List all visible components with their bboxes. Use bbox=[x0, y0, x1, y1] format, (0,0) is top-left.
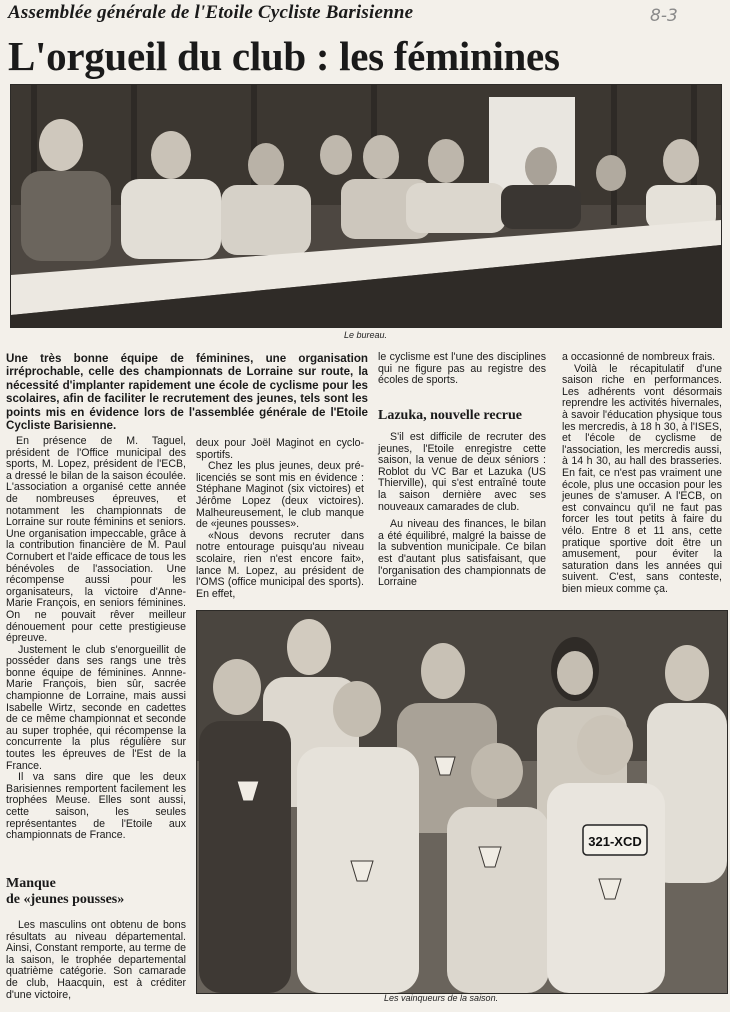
col1-paragraph-1: En présence de M. Taguel, président de l'Office municipal des sports, M. Lopez, président de l'ECB, a dressé le bilan de la saison écoulée. L'association a organisé cette année de nombreuses épreuves, et notamment les championnats de Lorraine sur route féminins et seniors. Une organisation impeccable, grâce à la contribution financière de M. Paul Cornubert et l'aide efficace de tous les bénévoles de l'association. Une récompense aussi pour les organisateurs, la victoire d'Anne-Marie François, en seniors féminines. On ne pouvait rêver meilleur dénouement pour cette prestigieuse épreuve. bbox=[6, 435, 186, 645]
col3-paragraph-2: S'il est difficile de recruter des jeunes, l'Etoile enregistre cette saison, la venue de deux séniors : Roblot du VC Bar et Lazuka (US Thierville), qui s'est entraîné toute la saison dernière avec ses nouveaux camarades de club. bbox=[378, 431, 546, 513]
col2-paragraph-1: deux pour Joël Maginot en cyclo-sportifs. bbox=[196, 437, 364, 461]
col4-paragraph-1: a occasionné de nombreux frais. bbox=[562, 351, 716, 363]
col1-paragraph-4: Les masculins ont obtenu de bons résultats au niveau départemental. Ainsi, Constant remporte, au terme de la saison, le trophée departemental quatrième catégorie. Son camarade de club, Haacquin, est à créditer d'une victoire, bbox=[6, 919, 186, 1001]
bottom-photo-caption: Les vainqueurs de la saison. bbox=[384, 993, 499, 1003]
article-headline: L'orgueil du club : les féminines bbox=[8, 33, 560, 79]
col3-paragraph-3: Au niveau des finances, le bilan a été équilibré, malgré la baisse de la subvention municipale. Ce bilan est d'autant plus satisfaisant, que l'organisation des championnats de Lorraine bbox=[378, 518, 546, 589]
column-1-continued bbox=[6, 920, 186, 1001]
article-lead: Une très bonne équipe de féminines, une organisation irréprochable, celle des championnats de Lorraine sur route, la nécessité d'implanter rapidement une école de cyclisme pour les scolaires, afin de faciliter le recrutement des jeunes, tels sont les points mis en évidence lors de l'assemblée générale de l'Etoile Cycliste Barisienne. bbox=[6, 352, 368, 433]
photo-season-winners bbox=[196, 610, 728, 994]
col2-paragraph-3: «Nous devons recruter dans notre entourage puisqu'au niveau scolaire, rien n'est encore fait», lance M. Lopez, au président de l'OMS (office municipal des sports). En effet, bbox=[196, 529, 364, 600]
handwritten-page-mark: 8-3 bbox=[650, 6, 678, 26]
col1-subhead bbox=[6, 876, 186, 908]
col1-paragraph-2: Justement le club s'enorgueillit de posséder dans ses rangs une très bonne équipe de féminines. Annne-Marie François, bien sûr, sacrée championne de Lorraine, mais aussi Isabelle Wirtz, seconde en cadettes de ce même championnat et seconde au super trophée, qui récompense la concurrente la plus régulière sur toutes les épreuves de l'Est de la France. bbox=[6, 643, 186, 772]
column-3 bbox=[378, 352, 546, 387]
col1-paragraph-3: Il va sans dire que les deux Barisiennes remportent facilement les trophées Meuse. Elles sont aussi, cette saison, les seules représentantes de l'Etoile aux championnats de France. bbox=[6, 771, 186, 842]
jersey-number-plate: 321-XCD bbox=[588, 834, 642, 849]
photo-board-meeting bbox=[10, 84, 722, 328]
col1-subhead-line-1: Manque bbox=[6, 876, 56, 891]
top-photo-caption: Le bureau. bbox=[344, 330, 388, 340]
column-2 bbox=[196, 438, 364, 600]
col3-paragraph-1: le cyclisme est l'une des disciplines qui ne figure pas au registre des écoles de sports. bbox=[378, 351, 546, 387]
meeting-photo-illustration bbox=[11, 85, 721, 327]
winners-photo-illustration bbox=[197, 611, 727, 993]
column-1 bbox=[6, 436, 186, 842]
col2-paragraph-2: Chez les plus jeunes, deux pré-licenciés se sont mis en évidence : Stéphane Maginot (six victoires) et Jérôme Lopez (deux victoires). Malheureusement, le club manque de «jeunes pousses». bbox=[196, 460, 364, 531]
column-4 bbox=[562, 352, 722, 595]
col1-subhead-line-2: de «jeunes pousses» bbox=[6, 892, 125, 907]
column-3-continued bbox=[378, 432, 546, 589]
article-kicker: Assemblée générale de l'Etoile Cycliste Barisienne bbox=[8, 2, 414, 23]
col4-paragraph-2: Voilà le récapitulatif d'une saison riche en performances. Les adhérents vont désormais reprendre les activités hivernales, à savoir l'éducation physique tous les mercredis, à 18 h 30, à l'ISES, et l'école de cyclisme de l'association, les mercredis aussi, à 14 h 30, au hall des brasseries. En fait, ce n'est pas vraiment une école, plus une occasion pour les jeunes de s'amuser. A l'ECB, on est convaincu qu'il ne faut pas forcer les tout petits à faire du vélo. Entre 8 et 11 ans, cette pratique sportive doit être un amusement, pour éviter la saturation dans les années qui suivent. C'est, sans conteste, bien mieux comme ça. bbox=[562, 362, 722, 595]
col3-subhead: Lazuka, nouvelle recrue bbox=[378, 408, 523, 423]
